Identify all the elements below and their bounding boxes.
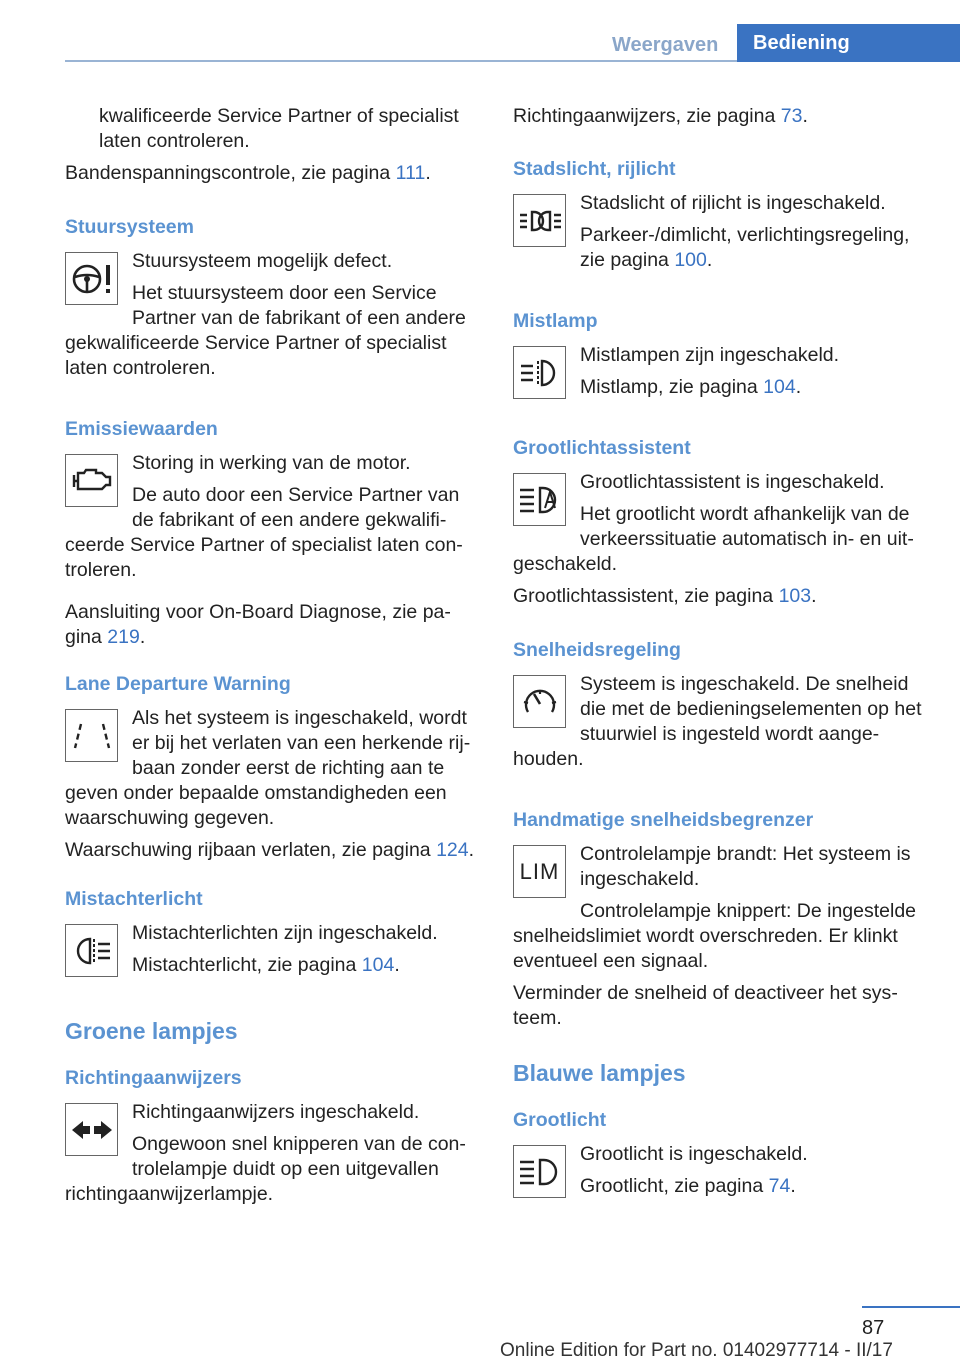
cruise-control-icon <box>513 675 566 728</box>
footer-rule <box>862 1306 960 1308</box>
groot-text-1: Grootlichtassistent is ingeschakeld. <box>580 471 885 493</box>
page-link[interactable]: 111 <box>395 162 426 184</box>
steering-warning-icon <box>65 252 118 305</box>
section-title-stadslicht: Stadslicht, rijlicht <box>513 158 676 180</box>
entry-snelheidsregeling <box>513 672 925 779</box>
entry-lane-departure <box>65 706 477 838</box>
page-link[interactable]: 100 <box>674 249 707 271</box>
stad-ref: Parkeer-/dimlicht, verlichtingsregeling, zie pagina 100. <box>580 224 910 271</box>
lane-text-1: Als het systeem is ingeschakeld, wordt er bij het verlaten van een herkende rijbaan zonder eerst de richting aan te geven onder bepaalde omstandigheden een waarschuwing gegeven. <box>65 707 471 829</box>
tab-weergaven[interactable]: Weergaven <box>612 34 719 56</box>
section-title-grootlicht: Grootlicht <box>513 1109 607 1131</box>
mist-text-1: Mistlampen zijn ingeschakeld. <box>580 344 840 366</box>
page-link[interactable]: 104 <box>361 954 395 976</box>
left-column <box>65 104 477 1214</box>
mista-text-1: Mistachterlichten zijn ingeschakeld. <box>132 922 438 944</box>
section-title-mistachterlicht: Mistachterlicht <box>65 888 203 910</box>
snel-text-1: Systeem is ingeschakeld. De snelheid die met de bedieningselementen op het stuurwiel is ingesteld wordt aangehouden. <box>513 673 922 770</box>
richt-text-1: Richtingaanwijzers ingeschakeld. <box>132 1101 420 1123</box>
section-title-emissiewaarden: Emissiewaarden <box>65 418 218 440</box>
page-link[interactable]: 219 <box>107 626 140 648</box>
emis-text-1: Storing in werking van de motor. <box>132 452 411 474</box>
entry-grootlichtassistent <box>513 470 925 584</box>
page-link[interactable]: 104 <box>763 376 796 398</box>
section-title-grootlichtassistent: Grootlichtassistent <box>513 437 691 459</box>
section-title-lane-departure: Lane Departure Warning <box>65 673 291 695</box>
section-title-mistlamp: Mistlamp <box>513 310 598 332</box>
parking-light-icon <box>513 194 566 247</box>
entry-stadslicht <box>513 191 925 280</box>
speed-limiter-icon: LIM <box>513 845 566 898</box>
edition-text: Online Edition for Part no. 01402977714 - II/17 <box>500 1340 893 1361</box>
mist-ref: Mistlamp, zie pagina 104. <box>580 376 802 398</box>
entry-stuursysteem <box>65 249 477 388</box>
richt-text-2: Ongewoon snel knipperen van de controlelampje duidt op een uitgevallen richtingaanwijzerlampje. <box>65 1133 466 1205</box>
page-number: 87 <box>862 1317 885 1339</box>
intro-continuation: kwalificeerde Service Partner of specialist laten controleren. <box>99 105 459 152</box>
high-beam-icon <box>513 1145 566 1198</box>
entry-richtingaanwijzers <box>65 1100 477 1214</box>
page-link[interactable]: 124 <box>436 839 469 861</box>
hand-text-2: Controlelampje knippert: De ingestelde snelheidslimiet wordt overschreden. Er klinkt eventueel een signaal. <box>513 900 917 972</box>
lane-departure-icon <box>65 709 118 762</box>
entry-snelheidsbegrenzer <box>513 842 925 981</box>
intro-ref: Bandenspanningscontrole, zie pagina 111. <box>65 162 431 184</box>
lane-ref: Waarschuwing rijbaan verlaten, zie pagina 124. <box>65 839 475 861</box>
section-title-stuursysteem: Stuursysteem <box>65 216 194 238</box>
turn-signal-icon <box>65 1103 118 1156</box>
entry-mistachterlicht <box>65 921 477 985</box>
page-link[interactable]: 74 <box>768 1175 791 1197</box>
high-beam-assistant-icon <box>513 473 566 526</box>
mista-ref: Mistachterlicht, zie pagina 104. <box>132 954 400 976</box>
section-title-groene-lampjes: Groene lampjes <box>65 1018 238 1044</box>
front-fog-light-icon <box>513 346 566 399</box>
richt-ref: Richtingaanwijzers, zie pagina 73. <box>513 105 808 127</box>
section-title-snelheidsregeling: Snelheidsregeling <box>513 639 681 661</box>
groot-text-2: Het grootlicht wordt afhankelijk van de verkeerssituatie automatisch in- en uitgeschakeld. <box>513 503 914 575</box>
groot-ref: Grootlichtassistent, zie pagina 103. <box>513 585 817 607</box>
rear-fog-light-icon <box>65 924 118 977</box>
gl-ref: Grootlicht, zie pagina 74. <box>580 1175 796 1197</box>
section-title-snelheidsbegrenzer: Handmatige snelheidsbegrenzer <box>513 809 814 831</box>
stad-text-1: Stadslicht of rijlicht is ingeschakeld. <box>580 192 886 214</box>
emis-ref: Aansluiting voor On-Board Diagnose, zie pagina 219. <box>65 601 451 648</box>
engine-icon <box>65 454 118 507</box>
emis-text-2: De auto door een Service Partner van de fabrikant of een andere gekwalificeerde Service Partner of specialist laten controleren. <box>65 484 463 581</box>
hand-text-3: Verminder de snelheid of deactiveer het systeem. <box>513 982 898 1029</box>
section-title-richtingaanwijzers: Richtingaanwijzers <box>65 1067 242 1089</box>
page-link[interactable]: 73 <box>780 105 803 127</box>
entry-emissiewaarden <box>65 451 477 590</box>
right-column <box>513 104 925 1206</box>
section-title-blauwe-lampjes: Blauwe lampjes <box>513 1060 686 1086</box>
hand-text-1: Controlelampje brandt: Het systeem is ingeschakeld. <box>580 843 911 890</box>
entry-grootlicht <box>513 1142 925 1206</box>
stuur-text-1: Stuursysteem mogelijk defect. <box>132 250 393 272</box>
page-link[interactable]: 103 <box>778 585 812 607</box>
gl-text-1: Grootlicht is ingeschakeld. <box>580 1143 808 1165</box>
stuur-text-2: Het stuursysteem door een Service Partner van de fabrikant of een andere gekwalificeerde Service Partner of specialist laten controleren. <box>65 282 466 379</box>
tab-bediening[interactable]: Bediening <box>737 24 960 62</box>
entry-mistlamp <box>513 343 925 407</box>
